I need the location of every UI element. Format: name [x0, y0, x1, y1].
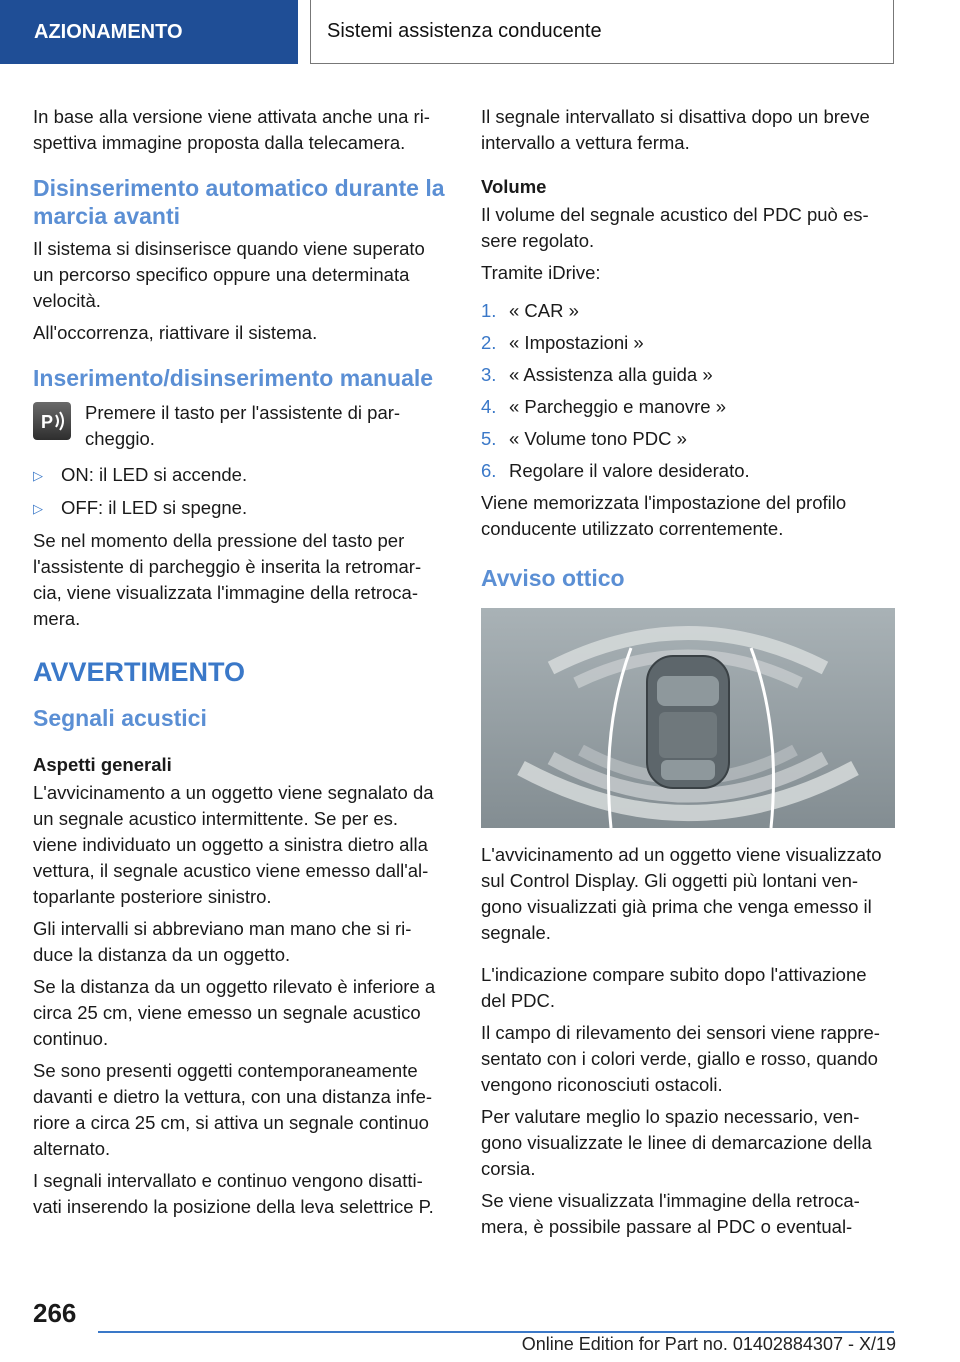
paragraph: Tramite iDrive:	[481, 262, 601, 283]
left-column	[33, 104, 447, 1226]
pdc-button-row	[33, 400, 447, 452]
paragraph: I segnali intervallato e continuo vengono disatti-vati inserendo la posizione della leva selettrice P.	[33, 1170, 434, 1217]
paragraph: Il sistema si disinserisce quando viene superato un percorso specifico oppure una determinata velocità.	[33, 238, 425, 311]
triangle-bullet-icon: ▷	[33, 468, 43, 483]
paragraph: Gli intervalli si abbreviano man mano che si ri-duce la distanza da un oggetto.	[33, 918, 412, 965]
paragraph: L'indicazione compare subito dopo l'attivazione del PDC.	[481, 964, 867, 1011]
car-top-view-icon	[481, 608, 895, 828]
list-item: 2. « Impostazioni »	[481, 332, 644, 353]
footer-edition: Online Edition for Part no. 01402884307 - X/19	[521, 1334, 896, 1354]
list-item: ▷ ON: il LED si accende.	[33, 462, 447, 489]
section-tab	[0, 0, 298, 64]
chapter-header	[310, 0, 894, 64]
button-instruction: Premere il tasto per l'assistente di par-cheggio.	[85, 402, 401, 449]
list-item: ▷ OFF: il LED si spegne.	[33, 495, 447, 522]
parking-assist-button-icon	[33, 402, 71, 440]
heading-volume: Volume	[481, 176, 547, 197]
paragraph: In base alla versione viene attivata anche una ri-spettiva immagine proposta dalla telecamera.	[33, 106, 430, 153]
paragraph: Se viene visualizzata l'immagine della retroca-mera, è possibile passare al PDC o eventual-	[481, 1190, 860, 1237]
list-item: 6. Regolare il valore desiderato.	[481, 460, 750, 481]
paragraph: Se nel momento della pressione del tasto per l'assistente di parcheggio è inserita la retromar-cia, viene visualizzata l'immagine della retroca-mera.	[33, 530, 422, 629]
list-item: 1. « CAR »	[481, 300, 579, 321]
idrive-steps	[481, 298, 895, 484]
heading-acoustic: Segnali acustici	[33, 705, 207, 731]
led-bullets	[33, 462, 447, 522]
paragraph: L'avvicinamento ad un oggetto viene visualizzato sul Control Display. Gli oggetti più lontani ven-gono visualizzati già prima che venga emesso il segnale.	[481, 844, 882, 943]
paragraph: Viene memorizzata l'impostazione del profilo conducente utilizzato correntemente.	[481, 492, 847, 539]
heading-warning: AVVERTIMENTO	[33, 657, 246, 687]
list-item: 3. « Assistenza alla guida »	[481, 364, 713, 385]
heading-visual: Avviso ottico	[481, 565, 625, 591]
paragraph: Il campo di rilevamento dei sensori viene rappre-sentato con i colori verde, giallo e rosso, quando vengono riconosciuti ostacoli.	[481, 1022, 880, 1095]
list-item: 4. « Parcheggio e manovre »	[481, 396, 726, 417]
svg-text:P: P	[41, 412, 54, 432]
paragraph: L'avvicinamento a un oggetto viene segnalato da un segnale acustico intermittente. Se per es. viene individuato un oggetto a sinistra dietro alla vettura, il segnale acustico viene emesso dall'al-toparlante posteriore sinistro.	[33, 782, 434, 907]
footer-divider	[98, 1331, 894, 1333]
heading-manual: Inserimento/disinserimento manuale	[33, 365, 434, 391]
heading-auto-off: Disinserimento automatico durante la marcia avanti	[33, 175, 445, 229]
paragraph: Il segnale intervallato si disattiva dopo un breve intervallo a vettura ferma.	[481, 106, 870, 153]
list-item: 5. « Volume tono PDC »	[481, 428, 687, 449]
page-number: 266	[33, 1298, 77, 1328]
triangle-bullet-icon: ▷	[33, 501, 43, 516]
paragraph: Per valutare meglio lo spazio necessario, ven-gono visualizzate le linee di demarcazione della corsia.	[481, 1106, 872, 1179]
paragraph: All'occorrenza, riattivare il sistema.	[33, 322, 318, 343]
heading-general: Aspetti generali	[33, 754, 172, 775]
chapter-title: Sistemi assistenza conducente	[327, 20, 602, 42]
section-title: AZIONAMENTO	[34, 20, 183, 43]
paragraph: Se sono presenti oggetti contemporaneamente davanti e dietro la vettura, con una distanza infe-riore a circa 25 cm, si attiva un segnale continuo alternato.	[33, 1060, 433, 1159]
paragraph: Se la distanza da un oggetto rilevato è inferiore a circa 25 cm, viene emesso un segnale acustico continuo.	[33, 976, 436, 1049]
pdc-display-illustration	[481, 608, 895, 828]
right-column	[481, 104, 895, 1246]
paragraph: Il volume del segnale acustico del PDC può es-sere regolato.	[481, 204, 869, 251]
